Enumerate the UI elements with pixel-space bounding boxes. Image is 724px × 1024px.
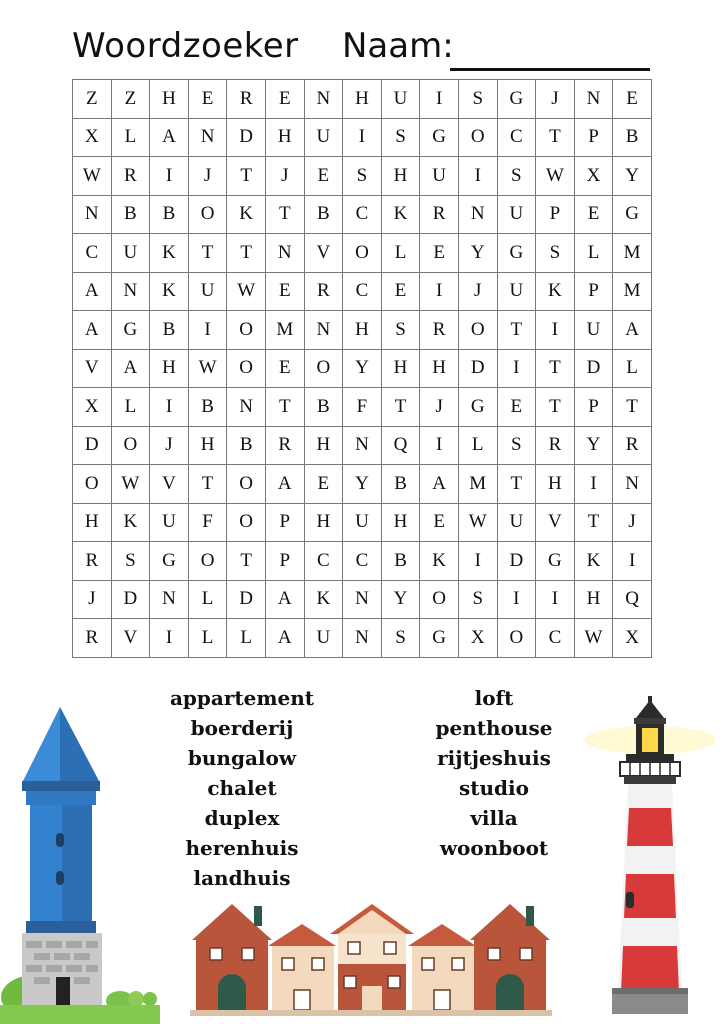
grid-cell[interactable]: R [227, 80, 266, 119]
grid-cell[interactable]: A [111, 349, 150, 388]
grid-cell[interactable]: P [574, 388, 613, 427]
grid-cell[interactable]: L [188, 619, 227, 658]
grid-row [73, 465, 652, 504]
grid-cell[interactable]: L [458, 426, 497, 465]
grid-cell[interactable]: D [574, 349, 613, 388]
grid-cell[interactable]: D [227, 118, 266, 157]
grid-cell[interactable]: O [304, 349, 343, 388]
grid-cell[interactable]: L [227, 619, 266, 658]
grid-cell[interactable]: N [574, 80, 613, 119]
grid-cell[interactable]: S [497, 426, 536, 465]
grid-cell[interactable]: M [265, 311, 304, 350]
grid-cell[interactable]: O [458, 311, 497, 350]
grid-cell[interactable]: K [381, 195, 420, 234]
grid-cell[interactable]: G [497, 234, 536, 273]
grid-cell[interactable]: S [381, 311, 420, 350]
grid-cell[interactable]: S [343, 157, 382, 196]
grid-cell[interactable]: I [574, 465, 613, 504]
grid-cell[interactable]: S [111, 542, 150, 581]
grid-cell[interactable]: E [420, 503, 459, 542]
grid-cell[interactable]: X [73, 118, 112, 157]
grid-cell[interactable]: Y [343, 465, 382, 504]
word-list-item: woonboot [439, 836, 549, 860]
grid-cell[interactable]: N [150, 580, 189, 619]
grid-cell[interactable]: X [458, 619, 497, 658]
grid-cell[interactable]: U [150, 503, 189, 542]
grid-cell[interactable]: R [420, 195, 459, 234]
grid-row [73, 580, 652, 619]
grid-cell[interactable]: A [73, 311, 112, 350]
grid-cell[interactable]: U [188, 272, 227, 311]
grid-cell[interactable]: G [497, 80, 536, 119]
grid-cell[interactable]: I [536, 580, 575, 619]
grid-cell[interactable]: I [150, 619, 189, 658]
grid-cell[interactable]: J [265, 157, 304, 196]
word-list-item: rijtjeshuis [437, 746, 551, 770]
grid-cell[interactable]: I [343, 118, 382, 157]
grid-cell[interactable]: T [536, 118, 575, 157]
word-list-item: herenhuis [185, 836, 299, 860]
grid-cell[interactable]: Q [613, 580, 652, 619]
grid-cell[interactable]: U [343, 503, 382, 542]
grid-cell[interactable]: I [536, 311, 575, 350]
grid-row [73, 503, 652, 542]
grid-cell[interactable]: K [536, 272, 575, 311]
grid-cell[interactable]: I [150, 388, 189, 427]
grid-row [73, 388, 652, 427]
word-list-item: studio [459, 776, 529, 800]
grid-cell[interactable]: B [381, 542, 420, 581]
grid-cell[interactable]: T [265, 195, 304, 234]
grid-cell[interactable]: Y [343, 349, 382, 388]
grid-row [73, 234, 652, 273]
grid-cell[interactable]: T [381, 388, 420, 427]
grid-cell[interactable]: E [574, 195, 613, 234]
grid-cell[interactable]: G [420, 118, 459, 157]
word-list-item: villa [470, 806, 518, 830]
grid-cell[interactable]: B [304, 195, 343, 234]
word-list-item: appartement [169, 686, 315, 710]
grid-cell[interactable]: C [73, 234, 112, 273]
grid-cell[interactable]: E [265, 80, 304, 119]
grid-cell[interactable]: T [188, 465, 227, 504]
grid-cell[interactable]: D [458, 349, 497, 388]
grid-cell[interactable]: I [458, 542, 497, 581]
grid-cell[interactable]: Y [613, 157, 652, 196]
lighthouse-icon [574, 696, 724, 1024]
grid-cell[interactable]: G [536, 542, 575, 581]
grid-cell[interactable]: W [73, 157, 112, 196]
grid-cell[interactable]: H [536, 465, 575, 504]
grid-cell[interactable]: B [188, 388, 227, 427]
grid-cell[interactable]: G [150, 542, 189, 581]
grid-cell[interactable]: T [188, 234, 227, 273]
grid-row [73, 157, 652, 196]
grid-cell[interactable]: O [343, 234, 382, 273]
grid-cell[interactable]: I [188, 311, 227, 350]
grid-cell[interactable]: I [497, 349, 536, 388]
name-field-line[interactable] [450, 68, 650, 71]
grid-cell[interactable]: C [343, 542, 382, 581]
grid-cell[interactable]: R [111, 157, 150, 196]
grid-cell[interactable]: I [150, 157, 189, 196]
grid-cell[interactable]: Z [73, 80, 112, 119]
grid-cell[interactable]: C [343, 272, 382, 311]
grid-cell[interactable]: R [73, 619, 112, 658]
grid-cell[interactable]: G [111, 311, 150, 350]
grid-cell[interactable]: C [343, 195, 382, 234]
grid-row [73, 272, 652, 311]
grid-cell[interactable]: R [73, 542, 112, 581]
word-list-item: loft [474, 686, 514, 710]
grid-cell[interactable]: O [227, 311, 266, 350]
grid-cell[interactable]: U [111, 234, 150, 273]
grid-cell[interactable]: O [188, 195, 227, 234]
grid-cell[interactable]: N [227, 388, 266, 427]
grid-row [73, 349, 652, 388]
grid-cell[interactable]: N [343, 426, 382, 465]
word-list-right [394, 683, 594, 863]
name-label: Naam: [342, 26, 454, 66]
grid-cell[interactable]: H [420, 349, 459, 388]
grid-cell[interactable]: N [343, 619, 382, 658]
grid-cell[interactable]: L [111, 118, 150, 157]
grid-cell[interactable]: E [304, 157, 343, 196]
grid-cell[interactable]: A [420, 465, 459, 504]
grid-cell[interactable]: N [458, 195, 497, 234]
grid-cell[interactable]: O [458, 118, 497, 157]
grid-cell[interactable]: H [343, 311, 382, 350]
grid-cell[interactable]: L [111, 388, 150, 427]
grid-cell[interactable]: D [497, 542, 536, 581]
grid-cell[interactable]: G [458, 388, 497, 427]
grid-cell[interactable]: N [304, 311, 343, 350]
grid-cell[interactable]: U [497, 503, 536, 542]
grid-cell[interactable]: Y [574, 426, 613, 465]
grid-cell[interactable]: P [265, 503, 304, 542]
grid-cell[interactable]: T [265, 388, 304, 427]
grid-cell[interactable]: O [188, 542, 227, 581]
grid-cell[interactable]: I [613, 542, 652, 581]
grid-cell[interactable]: H [304, 503, 343, 542]
grid-cell[interactable]: W [188, 349, 227, 388]
grid-cell[interactable]: H [150, 349, 189, 388]
grid-cell[interactable]: B [613, 118, 652, 157]
grid-cell[interactable]: P [574, 118, 613, 157]
grid-cell[interactable]: N [304, 80, 343, 119]
grid-cell[interactable]: I [458, 157, 497, 196]
grid-row [73, 542, 652, 581]
grid-cell[interactable]: O [111, 426, 150, 465]
grid-cell[interactable]: X [613, 619, 652, 658]
grid-cell[interactable]: H [265, 118, 304, 157]
word-list-item: boerderij [190, 716, 294, 740]
grid-cell[interactable]: T [497, 311, 536, 350]
grid-cell[interactable]: H [150, 80, 189, 119]
grid-cell[interactable]: E [304, 465, 343, 504]
grid-cell[interactable]: M [458, 465, 497, 504]
grid-cell[interactable]: U [420, 157, 459, 196]
grid-cell[interactable]: S [536, 234, 575, 273]
grid-cell[interactable]: O [227, 503, 266, 542]
grid-cell[interactable]: H [73, 503, 112, 542]
grid-cell[interactable]: A [613, 311, 652, 350]
grid-cell[interactable]: U [497, 272, 536, 311]
grid-cell[interactable]: E [188, 80, 227, 119]
grid-cell[interactable]: J [458, 272, 497, 311]
grid-cell[interactable]: T [536, 388, 575, 427]
grid-cell[interactable]: G [613, 195, 652, 234]
grid-cell[interactable]: E [381, 272, 420, 311]
grid-cell[interactable]: T [227, 234, 266, 273]
grid-cell[interactable]: K [420, 542, 459, 581]
grid-cell[interactable]: N [188, 118, 227, 157]
grid-cell[interactable]: T [613, 388, 652, 427]
grid-cell[interactable]: F [188, 503, 227, 542]
grid-cell[interactable]: H [574, 580, 613, 619]
grid-cell[interactable]: L [188, 580, 227, 619]
grid-cell[interactable]: P [265, 542, 304, 581]
grid-cell[interactable]: K [111, 503, 150, 542]
grid-cell[interactable]: W [227, 272, 266, 311]
grid-cell[interactable]: X [574, 157, 613, 196]
grid-cell[interactable]: A [265, 465, 304, 504]
grid-cell[interactable]: H [381, 503, 420, 542]
blue-tower-icon [0, 705, 170, 1024]
word-list-item: bungalow [187, 746, 297, 770]
grid-cell[interactable]: I [420, 426, 459, 465]
grid-cell[interactable]: V [304, 234, 343, 273]
grid-cell[interactable]: P [536, 195, 575, 234]
grid-cell[interactable]: B [150, 311, 189, 350]
grid-cell[interactable]: J [613, 503, 652, 542]
grid-cell[interactable]: Z [111, 80, 150, 119]
grid-cell[interactable]: N [343, 580, 382, 619]
grid-cell[interactable]: C [536, 619, 575, 658]
grid-cell[interactable]: H [343, 80, 382, 119]
grid-row [73, 619, 652, 658]
grid-cell[interactable]: A [73, 272, 112, 311]
grid-cell[interactable]: E [265, 349, 304, 388]
grid-row [73, 118, 652, 157]
grid-cell[interactable]: S [497, 157, 536, 196]
grid-cell[interactable]: T [574, 503, 613, 542]
grid-cell[interactable]: C [497, 118, 536, 157]
grid-cell[interactable]: V [111, 619, 150, 658]
grid-cell[interactable]: E [265, 272, 304, 311]
grid-cell[interactable]: O [73, 465, 112, 504]
grid-cell[interactable]: J [73, 580, 112, 619]
grid-cell[interactable]: M [613, 234, 652, 273]
grid-cell[interactable]: R [265, 426, 304, 465]
grid-cell[interactable]: I [420, 272, 459, 311]
grid-cell[interactable]: D [227, 580, 266, 619]
grid-cell[interactable]: R [536, 426, 575, 465]
grid-cell[interactable]: J [420, 388, 459, 427]
grid-cell[interactable]: I [420, 80, 459, 119]
word-list-item: chalet [207, 776, 277, 800]
grid-cell[interactable]: T [497, 465, 536, 504]
grid-cell[interactable]: K [227, 195, 266, 234]
grid-cell[interactable]: N [613, 465, 652, 504]
grid-cell[interactable]: N [111, 272, 150, 311]
grid-cell[interactable]: W [574, 619, 613, 658]
grid-cell[interactable]: L [574, 234, 613, 273]
grid-cell[interactable]: F [343, 388, 382, 427]
grid-cell[interactable]: H [381, 157, 420, 196]
grid-cell[interactable]: U [497, 195, 536, 234]
grid-cell[interactable]: U [304, 118, 343, 157]
grid-cell[interactable]: O [497, 619, 536, 658]
grid-cell[interactable]: V [536, 503, 575, 542]
grid-cell[interactable]: T [536, 349, 575, 388]
word-list-item: landhuis [193, 866, 291, 890]
grid-cell[interactable]: B [381, 465, 420, 504]
grid-cell[interactable]: J [150, 426, 189, 465]
grid-cell[interactable]: T [227, 542, 266, 581]
grid-cell[interactable]: A [265, 580, 304, 619]
grid-cell[interactable]: E [420, 234, 459, 273]
grid-cell[interactable]: E [613, 80, 652, 119]
grid-cell[interactable]: E [497, 388, 536, 427]
grid-cell[interactable]: B [111, 195, 150, 234]
grid-cell[interactable]: N [265, 234, 304, 273]
grid-cell[interactable]: K [304, 580, 343, 619]
grid-cell[interactable]: R [613, 426, 652, 465]
grid-cell[interactable]: P [574, 272, 613, 311]
grid-cell[interactable]: O [420, 580, 459, 619]
grid-cell[interactable]: V [73, 349, 112, 388]
grid-cell[interactable]: W [458, 503, 497, 542]
grid-cell[interactable]: W [536, 157, 575, 196]
grid-cell[interactable]: B [304, 388, 343, 427]
grid-cell[interactable]: G [420, 619, 459, 658]
grid-cell[interactable]: H [188, 426, 227, 465]
word-list-item: penthouse [435, 716, 553, 740]
grid-cell[interactable]: R [304, 272, 343, 311]
grid-cell[interactable]: I [497, 580, 536, 619]
grid-cell[interactable]: V [150, 465, 189, 504]
grid-cell[interactable]: B [227, 426, 266, 465]
grid-cell[interactable]: T [227, 157, 266, 196]
grid-cell[interactable]: O [227, 465, 266, 504]
grid-cell[interactable]: N [73, 195, 112, 234]
grid-row [73, 426, 652, 465]
grid-cell[interactable]: S [381, 118, 420, 157]
grid-cell[interactable]: U [381, 80, 420, 119]
grid-cell[interactable]: U [304, 619, 343, 658]
grid-cell[interactable]: S [458, 80, 497, 119]
grid-cell[interactable]: K [574, 542, 613, 581]
grid-cell[interactable]: Y [381, 580, 420, 619]
grid-cell[interactable]: H [381, 349, 420, 388]
grid-cell[interactable]: J [536, 80, 575, 119]
grid-cell[interactable]: X [73, 388, 112, 427]
grid-cell[interactable]: Q [381, 426, 420, 465]
word-search-grid [72, 79, 652, 658]
grid-cell[interactable]: H [304, 426, 343, 465]
grid-cell[interactable]: S [381, 619, 420, 658]
grid-cell[interactable]: A [265, 619, 304, 658]
grid-cell[interactable]: W [111, 465, 150, 504]
grid-cell[interactable]: L [381, 234, 420, 273]
grid-row [73, 311, 652, 350]
word-list-item: duplex [204, 806, 280, 830]
grid-cell[interactable]: O [227, 349, 266, 388]
grid-cell[interactable]: Y [458, 234, 497, 273]
grid-cell[interactable]: D [111, 580, 150, 619]
grid-cell[interactable]: A [150, 118, 189, 157]
grid-cell[interactable]: R [420, 311, 459, 350]
grid-cell[interactable]: M [613, 272, 652, 311]
row-of-houses-icon [190, 896, 552, 1016]
grid-cell[interactable]: J [188, 157, 227, 196]
grid-cell[interactable]: K [150, 234, 189, 273]
grid-cell[interactable]: D [73, 426, 112, 465]
grid-cell[interactable]: L [613, 349, 652, 388]
grid-row [73, 195, 652, 234]
grid-row [73, 80, 652, 119]
grid-cell[interactable]: B [150, 195, 189, 234]
word-list-left [142, 683, 342, 893]
page-title: Woordzoeker [72, 26, 299, 66]
grid-cell[interactable]: C [304, 542, 343, 581]
grid-cell[interactable]: U [574, 311, 613, 350]
grid-cell[interactable]: S [458, 580, 497, 619]
grid-cell[interactable]: K [150, 272, 189, 311]
